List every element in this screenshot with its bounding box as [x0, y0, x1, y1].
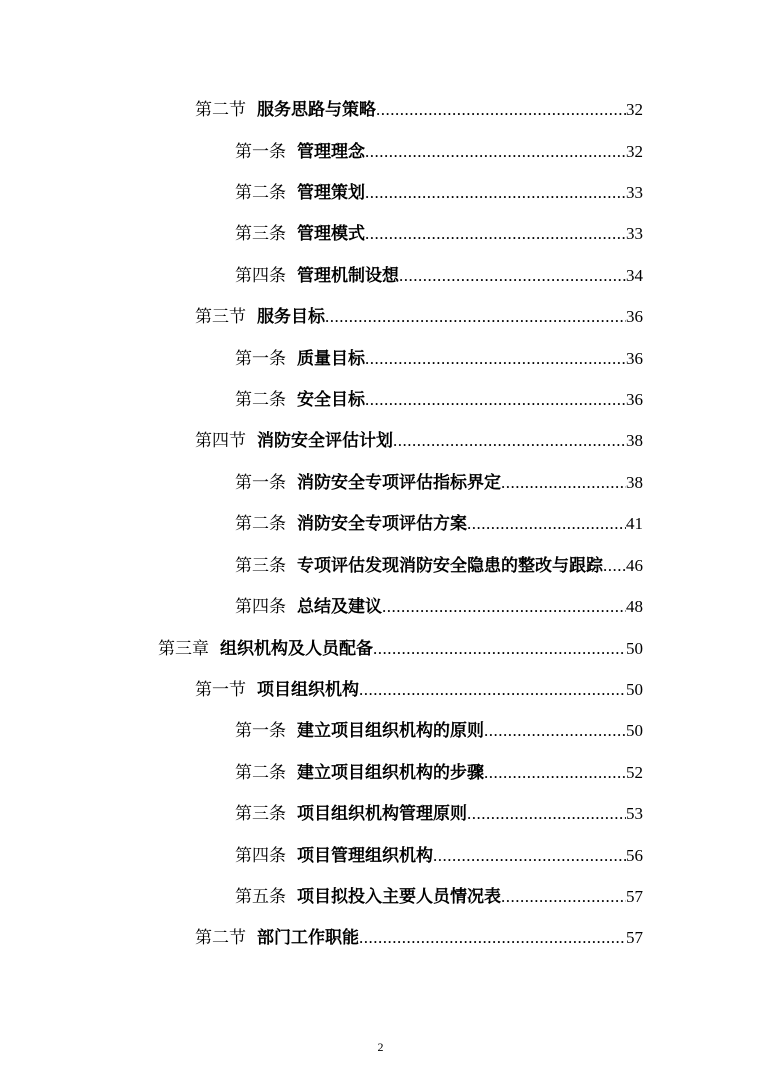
toc-entry-page: 32: [626, 100, 643, 119]
dot-leader: [382, 595, 626, 619]
toc-entry-number: 第三章: [158, 639, 209, 658]
toc-entry[interactable]: [195, 429, 643, 453]
toc-entry[interactable]: [235, 719, 643, 743]
toc-entry-page: 57: [626, 928, 643, 947]
toc-entry-title: 消防安全评估计划: [257, 431, 393, 450]
toc-entry[interactable]: [195, 678, 643, 702]
toc-entry-number: 第二条: [235, 763, 286, 782]
dot-leader: [373, 637, 626, 661]
toc-entry-page: 38: [626, 431, 643, 450]
toc-entry-page: 56: [626, 846, 643, 865]
toc-entry-page: 50: [626, 680, 643, 699]
dot-leader: [484, 719, 626, 743]
dot-leader: [501, 471, 626, 495]
toc-entry-title: 项目拟投入主要人员情况表: [297, 887, 501, 906]
dot-leader: [365, 222, 626, 246]
toc-entry[interactable]: [235, 761, 643, 785]
toc-entry-number: 第一节: [195, 680, 246, 699]
toc-entry-title: 项目管理组织机构: [297, 846, 433, 865]
toc-entry[interactable]: [235, 844, 643, 868]
toc-entry[interactable]: [195, 305, 643, 329]
toc-entry-page: 36: [626, 390, 643, 409]
toc-entry-number: 第五条: [235, 887, 286, 906]
toc-entry-title: 建立项目组织机构的步骤: [297, 763, 484, 782]
toc-entry-title: 安全目标: [297, 390, 365, 409]
toc-entry-title: 建立项目组织机构的原则: [297, 721, 484, 740]
toc-entry-page: 57: [626, 887, 643, 906]
toc-entry-number: 第三条: [235, 224, 286, 243]
toc-entry[interactable]: [235, 802, 643, 826]
toc-entry-page: 48: [626, 597, 643, 616]
toc-entry-title: 管理策划: [297, 183, 365, 202]
toc-entry-number: 第二条: [235, 183, 286, 202]
toc-entry[interactable]: [235, 885, 643, 909]
toc-entry[interactable]: [235, 595, 643, 619]
toc-entry-number: 第二节: [195, 100, 246, 119]
toc-entry-number: 第一条: [235, 142, 286, 161]
toc-entry-number: 第四条: [235, 597, 286, 616]
toc-entry[interactable]: [195, 926, 643, 950]
dot-leader: [365, 140, 626, 164]
toc-entry-page: 41: [626, 514, 643, 533]
dot-leader: [467, 512, 626, 536]
toc-entry[interactable]: [235, 264, 643, 288]
toc-entry-page: 52: [626, 763, 643, 782]
toc-entry-number: 第一条: [235, 473, 286, 492]
toc-entry-title: 服务思路与策略: [257, 100, 376, 119]
toc-entry-title: 管理模式: [297, 224, 365, 243]
toc-entry-number: 第三节: [195, 307, 246, 326]
toc-entry-title: 项目组织机构管理原则: [297, 804, 467, 823]
dot-leader: [467, 802, 626, 826]
toc-entry[interactable]: [195, 98, 643, 122]
toc-entry[interactable]: [235, 222, 643, 246]
dot-leader: [393, 429, 626, 453]
dot-leader: [365, 388, 626, 412]
dot-leader: [376, 98, 626, 122]
dot-leader: [501, 885, 626, 909]
toc-entry[interactable]: [158, 637, 643, 661]
dot-leader: [365, 181, 626, 205]
toc-entry[interactable]: [235, 347, 643, 371]
toc-entry-title: 项目组织机构: [257, 680, 359, 699]
toc-entry-page: 36: [626, 349, 643, 368]
toc-entry[interactable]: [235, 471, 643, 495]
toc-entry-page: 36: [626, 307, 643, 326]
toc-entry-number: 第三条: [235, 556, 286, 575]
toc-entry-title: 管理机制设想: [297, 266, 399, 285]
toc-entry-number: 第四节: [195, 431, 246, 450]
dot-leader: [399, 264, 626, 288]
toc-entry-page: 33: [626, 224, 643, 243]
toc-entry-page: 46: [626, 556, 643, 575]
toc-entry-number: 第二节: [195, 928, 246, 947]
toc-entry[interactable]: [235, 140, 643, 164]
toc-entry-number: 第二条: [235, 390, 286, 409]
toc-entry-title: 消防安全专项评估指标界定: [297, 473, 501, 492]
toc-entry[interactable]: [235, 388, 643, 412]
toc-entry-page: 50: [626, 721, 643, 740]
toc-entry-title: 组织机构及人员配备: [220, 639, 373, 658]
toc-entry-number: 第一条: [235, 349, 286, 368]
toc-entry-title: 质量目标: [297, 349, 365, 368]
toc-entry-title: 总结及建议: [297, 597, 382, 616]
toc-entry[interactable]: [235, 512, 643, 536]
toc-entry-page: 53: [626, 804, 643, 823]
dot-leader: [359, 678, 626, 702]
toc-entry-title: 管理理念: [297, 142, 365, 161]
toc-entry-number: 第三条: [235, 804, 286, 823]
toc-entry-number: 第四条: [235, 266, 286, 285]
page-number: 2: [377, 1040, 384, 1054]
toc-entry-page: 50: [626, 639, 643, 658]
toc-entry-title: 服务目标: [257, 307, 325, 326]
dot-leader: [365, 347, 626, 371]
toc-entry[interactable]: [235, 181, 643, 205]
toc-entry-title: 专项评估发现消防安全隐患的整改与跟踪: [297, 556, 603, 575]
dot-leader: [325, 305, 626, 329]
toc-entry-title: 消防安全专项评估方案: [297, 514, 467, 533]
toc-entry-page: 32: [626, 142, 643, 161]
toc-entry-page: 34: [626, 266, 643, 285]
toc-entry-number: 第二条: [235, 514, 286, 533]
toc-entry-page: 33: [626, 183, 643, 202]
dot-leader: [359, 926, 626, 950]
toc-entry[interactable]: [235, 554, 643, 578]
toc-entry-page: 38: [626, 473, 643, 492]
toc-entry-number: 第四条: [235, 846, 286, 865]
toc-entry-number: 第一条: [235, 721, 286, 740]
toc-entry-title: 部门工作职能: [257, 928, 359, 947]
dot-leader: [603, 554, 626, 578]
dot-leader: [484, 761, 626, 785]
dot-leader: [433, 844, 626, 868]
